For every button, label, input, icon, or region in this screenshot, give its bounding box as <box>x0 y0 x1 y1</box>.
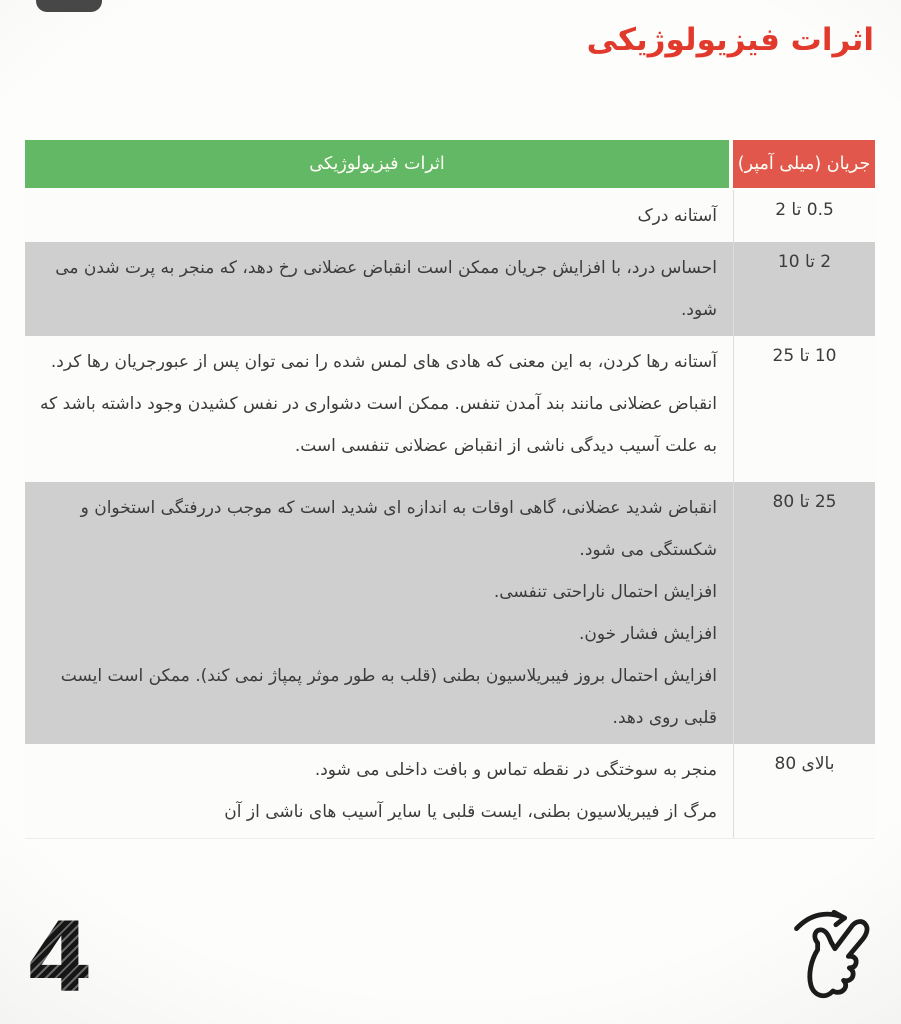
effect-text: افزایش احتمال ناراحتی تنفسی. <box>493 582 717 602</box>
page-number: 4 <box>26 902 93 1014</box>
effects-cell <box>25 242 733 336</box>
effect-text: انقباض شدید عضلانی، گاهی اوقات به اندازه ای شدید است که موجب دررفتگی استخوان و شکستگی می شود. <box>80 498 717 560</box>
swipe-hand-icon <box>785 898 881 1010</box>
effects-cell <box>25 336 733 482</box>
current-range-cell: بالای 80 <box>733 744 875 838</box>
top-notch-shape <box>36 0 102 12</box>
header-current-column: جریان (میلی آمپر) <box>733 140 875 188</box>
effect-text: احساس درد، با افزایش جریان ممکن است انقباض عضلانی رخ دهد، که منجر به پرت شدن می شود. <box>55 258 717 320</box>
effects-cell <box>25 482 733 744</box>
table-row <box>25 242 875 336</box>
effect-text: افزایش احتمال بروز فیبریلاسیون بطنی (قلب به طور موثر پمپاژ نمی کند). ممکن است ایست قلبی روی دهد. <box>60 666 717 728</box>
header-effects-column: اثرات فیزیولوژیکی <box>25 140 729 188</box>
effect-text: مرگ از فیبریلاسیون بطنی، ایست قلبی یا سایر آسیب های ناشی از آن <box>224 802 717 822</box>
table-row <box>25 482 875 744</box>
current-range-cell: 0.5 تا 2 <box>733 190 875 242</box>
effect-text: آستانه رها کردن، به این معنی که هادی های لمس شده را نمی توان پس از عبورجریان رها کرد. <box>50 352 717 372</box>
table-row <box>25 190 875 242</box>
effects-cell <box>25 190 733 242</box>
table-row <box>25 744 875 838</box>
effect-text: انقباض عضلانی مانند بند آمدن تنفس. ممکن است دشواری در نفس کشیدن وجود داشته باشد که به علت آسیب دیدگی ناشی از انقباض عضلانی تنفسی است. <box>39 394 717 456</box>
effect-text: افزایش فشار خون. <box>578 624 717 644</box>
table-row <box>25 336 875 482</box>
current-range-cell: 25 تا 80 <box>733 482 875 744</box>
table-header-row <box>25 140 875 188</box>
current-range-cell: 10 تا 25 <box>733 336 875 482</box>
effect-text: منجر به سوختگی در نقطه تماس و بافت داخلی می شود. <box>314 760 717 780</box>
effect-text: آستانه درک <box>637 206 717 226</box>
physiological-effects-table <box>25 140 875 839</box>
effects-cell <box>25 744 733 838</box>
page-title: اثرات فیزیولوژیکی <box>586 22 874 58</box>
table-body <box>25 190 875 839</box>
current-range-cell: 2 تا 10 <box>733 242 875 336</box>
